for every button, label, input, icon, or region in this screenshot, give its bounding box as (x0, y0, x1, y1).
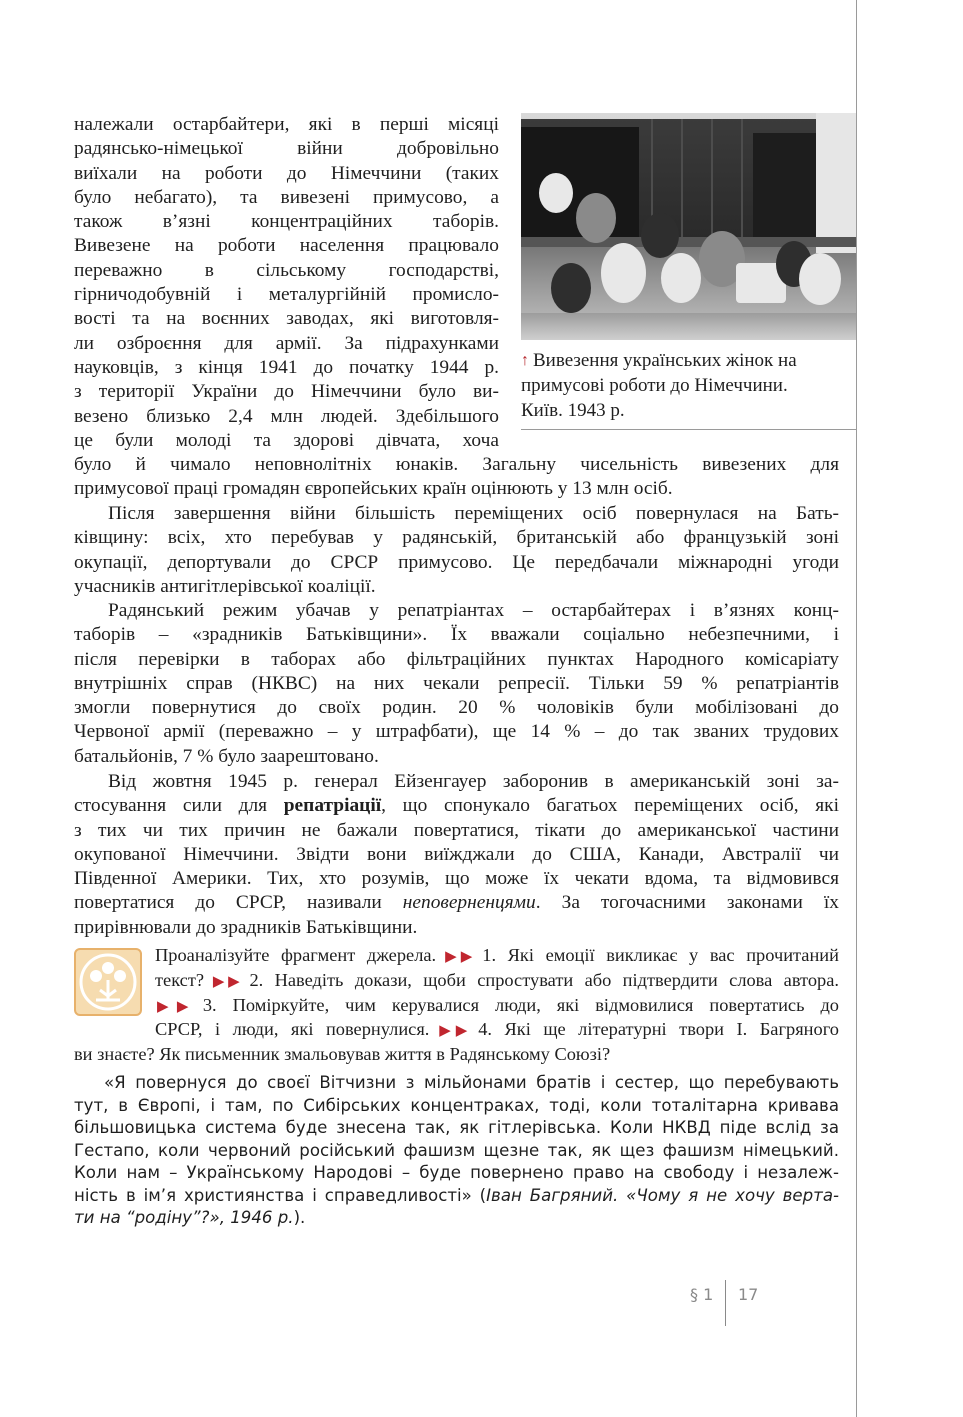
quote-line: «Я повернуся до своєї Вітчизни з мільйонами братів і сестер, що перебувають (104, 1073, 839, 1092)
task-line: текст? ▶▶ 2. Наведіть докази, щоби спростувати або підтвердити слова автора. (155, 969, 839, 990)
text-line: Після завершення війни більшість переміщених осіб повернулася на Бать- (108, 503, 839, 524)
text-line: повертатися до СРСР, називали неповерненцями. За тогочасними законами їх (74, 892, 839, 914)
source-quote (74, 1072, 839, 1230)
task-line: ви знаєте? Як письменник змальовував життя в Радянському Союзі? (74, 1044, 611, 1065)
double-arrow-icon: ▶▶ (206, 973, 244, 990)
page-number: 17 (738, 1285, 759, 1304)
text-line: науковців, з кінця 1941 до початку 1944 р. (74, 356, 499, 378)
arrow-up-icon: ↑ (521, 352, 529, 369)
quote-citation: Іван Багряний. «Чому я не хочу верта- (486, 1185, 839, 1205)
task-line: СРСР, і люди, які повернулися. ▶▶ 4. Які ще літературні твори І. Багряного (155, 1019, 839, 1040)
text-line: вості та на воєнних заводах, які виготовля- (74, 308, 499, 330)
text-line: з території України до Німеччини було ви- (74, 381, 499, 403)
quote-citation: ти на “родіну”?», 1946 р. (74, 1208, 294, 1227)
deportation-photo (521, 113, 856, 340)
text-line: таборів – «зрадників Батьківщини». Їх вважали соціально небезпечними, і (74, 624, 839, 646)
caption-line: Вивезення українських жінок на (533, 350, 797, 371)
source-analysis-icon (74, 948, 142, 1016)
text-line: також в’язні концентраційних таборів. (74, 211, 499, 233)
page-edge-rule (856, 0, 857, 1417)
text-line: везено близько 2,4 млн людей. Здебільшого (74, 405, 499, 427)
task-block (74, 944, 839, 1066)
text-line: з тих чи тих причин не бажали повертатися, тікати до американської частини (74, 819, 839, 841)
text-line: Вивезене на роботи населення працювало (74, 235, 499, 257)
quote-line: ти на “родіну”?», 1946 р.). (74, 1208, 306, 1227)
paragraph-3 (74, 599, 839, 769)
text-line: виїхали на роботи до Німеччини (таких (74, 162, 499, 184)
double-arrow-icon: ▶▶ (431, 1023, 473, 1040)
text-line: Радянський режим убачав у репатріантах – остарбайтерах і в’язнях конц- (108, 600, 839, 621)
text-line: внутрішніх справ (НКВС) на них чекали репресії. Тільки 59 % репатріантів (74, 672, 839, 694)
footer-divider (725, 1280, 726, 1326)
text-line: прирівнювали до зрадників Батьківщини. (74, 916, 418, 938)
task-line: Проаналізуйте фрагмент джерела. ▶▶ 1. Які емоції викликає у вас прочитаний (155, 945, 839, 965)
section-number: § 1 (690, 1285, 714, 1304)
text-line: окупованої Німеччини. Звідти вони виїжджали до США, Канади, Австралії чи (74, 843, 839, 865)
term-repatriation: репатріації (283, 795, 382, 817)
task-line: ▶▶ 3. Поміркуйте, чим керувалися люди, які відмовилися повертатись до (157, 994, 839, 1015)
text-line: переважно в сільському господарстві, (74, 259, 499, 281)
text-line: Південної Америки. Тих, хто розумів, що може їх чекати вдома, та відмовився (74, 868, 839, 890)
quote-line: тут, в Європі, і там, по Сибірських концентраках, тоді, коли тоталітарна кривава (74, 1095, 839, 1115)
quote-line: Гестапо, коли червоний російський фашизм щезне так, як щез фашизм німецький. (74, 1140, 839, 1160)
caption-line: Київ. 1943 р. (521, 399, 625, 421)
caption-line: примусові роботи до Німеччини. (521, 375, 788, 397)
text-line: було небагато), та вивезені примусово, а (74, 186, 499, 208)
paragraph-2 (74, 502, 839, 599)
text-line: це були молоді та здорові дівчата, хоча (74, 429, 499, 451)
text-line: гірничодобувній і металургійній промисло- (74, 284, 499, 306)
text-line: стосування сили для репатріації, що спонукало багатьох переміщених осіб, які (74, 795, 839, 817)
text-line: окупації, депортували до СРСР примусово. Це передбачали міжнародні угоди (74, 551, 839, 573)
text-line: було й чимало неповнолітніх юнаків. Загальну чисельність вивезених для (74, 454, 839, 475)
figure-caption (521, 349, 851, 423)
double-arrow-icon: ▶▶ (438, 949, 477, 965)
text-block-1 (74, 113, 499, 453)
quote-line: Коли нам – Українському Народові – буде повернено право на свободу і незалеж- (74, 1163, 839, 1182)
double-arrow-icon: ▶▶ (157, 998, 197, 1015)
text-line: належали остарбайтери, які в перші місяці (74, 114, 499, 135)
text-line: після перевірки в таборах або фільтраційних пунктах Народного комісаріату (74, 648, 839, 670)
text-line: ли озброєння для армії. За підрахунками (74, 332, 499, 354)
text-line: ківщину: всіх, хто перебував у радянській, британській або французькій зоні (74, 527, 839, 549)
quote-line: більшовицька система буде знесена так, як гітлерівська. Коли НКВД піде вслід за (74, 1118, 839, 1137)
term-nonreturners: неповерненцями (402, 892, 536, 914)
text-line: Червоної армії (переважно – у штрафбати), ще 14 % – до так званих трудових (74, 721, 839, 743)
text-line: учасників антигітлерівської коаліції. (74, 575, 376, 597)
text-line: змогли повернутися до своїх родин. 20 % чоловіків були мобілізовані до (74, 697, 839, 719)
text-line: батальйонів, 7 % було заарештовано. (74, 745, 379, 767)
figure-divider (521, 429, 856, 430)
text-line: примусової праці громадян європейських країн оцінюють у 13 млн осіб. (74, 478, 673, 500)
text-line: радянсько-німецької війни добровільно (74, 138, 499, 160)
paragraph-4 (74, 770, 839, 940)
text-line: Від жовтня 1945 р. генерал Ейзенгауер заборонив в американській зоні за- (108, 771, 839, 792)
quote-line: ність в ім’я християнства і справедливості» (Іван Багряний. «Чому я не хочу верта- (74, 1185, 839, 1205)
text-block-1-continuation (74, 453, 839, 502)
